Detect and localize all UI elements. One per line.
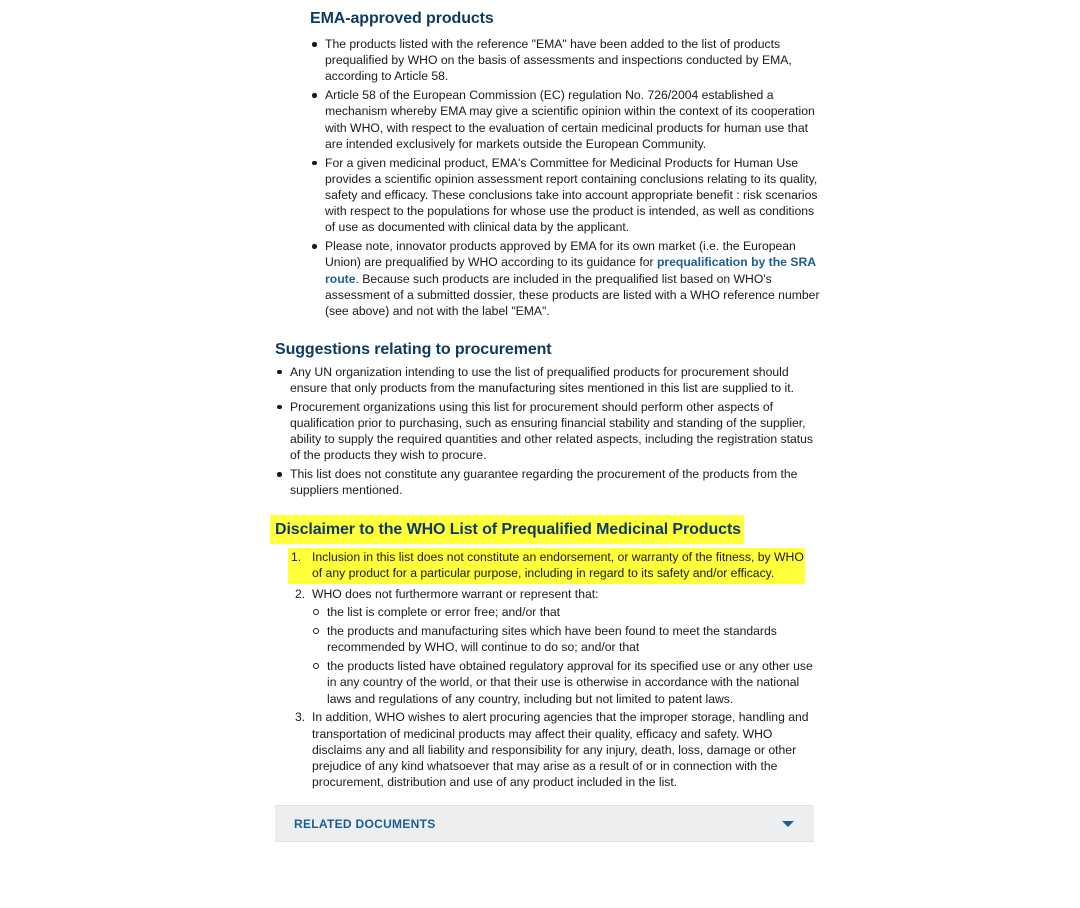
list-item <box>310 238 820 319</box>
procurement-section <box>275 322 820 499</box>
list-item-text: Inclusion in this list does not constitute an endorsement, or warranty of the fitness, by WHO of any product for a particular purpose, including in regard to its safety and/or efficacy. <box>312 550 804 581</box>
list-item-text: . Because such products are included in the prequalified list based on WHO's assessment of a submitted dossier, these products are listed with a WHO reference number (see above) and not with the label "EMA". <box>325 271 820 319</box>
list-item: Article 58 of the European Commission (EC) regulation No. 726/2004 established a mechanism whereby EMA may give a scientific opinion within the context of its cooperation with WHO, with respect to the evaluation of certain medicinal products for human use that are intended exclusively for markets outside the European Community. <box>310 87 820 152</box>
caret-down-icon[interactable] <box>782 821 794 827</box>
sub-list <box>312 604 820 706</box>
item-number: 3. <box>295 710 306 725</box>
list-item-text: WHO does not furthermore warrant or represent that: <box>312 587 599 602</box>
list-item: Any UN organization intending to use the list of prequalified products for procurement should ensure that only products from the manufacturing sites mentioned in this list are supplied to it. <box>275 364 820 396</box>
list-item: For a given medicinal product, EMA's Committee for Medicinal Products for Human Use provides a scientific opinion assessment report containing conclusions relating to its quality, safety and efficacy. These conclusions take into account appropriate benefit : risk scenarios with respect to the populations for whose use the product is intended, as well as conditions of use as documented with clinical data by the applicant. <box>310 155 820 236</box>
list-item-text: Please note, innovator products approved by EMA for its own market (i.e. the European Union) are prequalified by WHO according to its guidance for <box>325 239 796 270</box>
related-documents-accordion[interactable] <box>275 805 814 842</box>
list-item <box>292 709 820 790</box>
ema-section <box>310 0 820 319</box>
list-item: The products listed with the reference "EMA" have been added to the list of products prequalified by WHO on the basis of assessments and inspections conducted by EMA, according to Article 58. <box>310 36 820 85</box>
list-item: Procurement organizations using this list for procurement should perform other aspects of qualification prior to purchasing, such as ensuring financial stability and standing of the supplier, ability to supply the required quantities and other related aspects, including the registration status of the products they wish to procure. <box>275 399 820 464</box>
procurement-list <box>275 364 820 499</box>
procurement-heading: Suggestions relating to procurement <box>275 340 552 358</box>
disclaimer-list <box>292 548 820 790</box>
sub-list-item: the products and manufacturing sites which have been found to meet the standards recommended by WHO, will continue to do so; and/or that <box>312 623 820 655</box>
sub-list-item: the products listed have obtained regulatory approval for its specified use or any other use in any country of the world, or that their use is otherwise in accordance with the national laws and regulations of any country, including but not limited to patent laws. <box>312 658 820 707</box>
item-number: 1. <box>291 550 302 565</box>
sra-route-link[interactable]: prequalification by the SRA route <box>325 255 816 286</box>
list-item: This list does not constitute any guarantee regarding the procurement of the products from the suppliers mentioned. <box>275 466 820 498</box>
list-item-highlighted <box>288 548 805 583</box>
disclaimer-heading: Disclaimer to the WHO List of Prequalified Medicinal Products <box>270 515 744 544</box>
sub-list-item: the list is complete or error free; and/or that <box>312 604 820 620</box>
disclaimer-section <box>275 501 820 790</box>
related-documents-label: RELATED DOCUMENTS <box>294 817 436 831</box>
main-content <box>275 0 820 793</box>
ema-heading: EMA-approved products <box>310 10 494 27</box>
list-item-text: In addition, WHO wishes to alert procuring agencies that the improper storage, handling and transportation of medicinal products may affect their quality, efficacy and safety. WHO disclaims any and all liability and responsibility for any injury, death, loss, damage or other prejudice of any kind whatsoever that may arise as a result of or in connection with the procurement, distribution and use of any product included in the list. <box>312 710 809 790</box>
item-number: 2. <box>295 587 306 602</box>
list-item <box>292 586 820 707</box>
ema-list <box>310 36 820 319</box>
